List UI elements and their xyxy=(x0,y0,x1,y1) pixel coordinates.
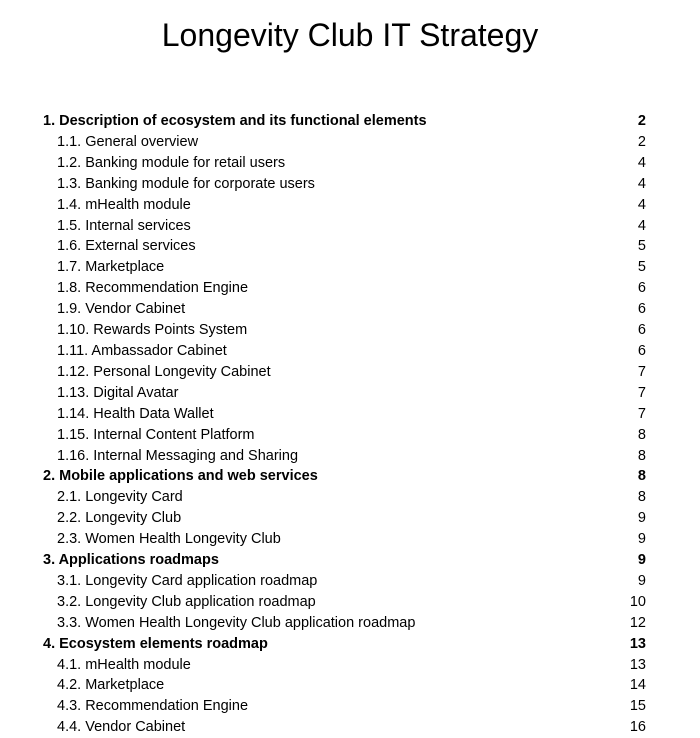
toc-entry-label: 4.2. Marketplace xyxy=(57,677,165,694)
toc-entry-page: 4 xyxy=(637,175,646,192)
toc-entry-label: 1.9. Vendor Cabinet xyxy=(57,301,186,318)
toc-entry-page: 6 xyxy=(637,301,646,318)
toc-entry-page: 6 xyxy=(637,342,646,359)
toc-entry-label: 3.1. Longevity Card application roadmap xyxy=(57,572,318,589)
toc-entry-label: 4. Ecosystem elements roadmap xyxy=(43,635,268,652)
toc-entry-label: 1.7. Marketplace xyxy=(57,259,165,276)
toc-entry-label: 1.15. Internal Content Platform xyxy=(57,426,255,443)
toc-entry-page: 2 xyxy=(637,133,646,150)
toc-entry-label: 2. Mobile applications and web services xyxy=(43,468,318,485)
toc-entry[interactable] xyxy=(43,153,646,174)
toc-entry-page: 8 xyxy=(637,468,646,485)
toc-entry-label: 4.1. mHealth module xyxy=(57,656,191,673)
toc-entry[interactable] xyxy=(43,446,646,467)
toc-entry-label: 1.3. Banking module for corporate users xyxy=(57,175,315,192)
toc-entry-page: 7 xyxy=(637,384,646,401)
toc-entry[interactable] xyxy=(43,132,646,153)
toc-entry-page: 7 xyxy=(637,405,646,422)
toc-entry[interactable] xyxy=(43,508,646,529)
toc-entry-label: 3.3. Women Health Longevity Club application roadmap xyxy=(57,614,416,631)
toc-entry-label: 1.1. General overview xyxy=(57,133,199,150)
toc-entry-page: 9 xyxy=(637,531,646,548)
toc-entry[interactable] xyxy=(43,466,646,487)
toc-entry[interactable] xyxy=(43,111,646,132)
toc-entry-page: 4 xyxy=(637,196,646,213)
toc-entry[interactable] xyxy=(43,320,646,341)
toc-entry-page: 10 xyxy=(629,593,646,610)
toc-entry[interactable] xyxy=(43,341,646,362)
toc-entry[interactable] xyxy=(43,696,646,717)
toc-entry-label: 2.1. Longevity Card xyxy=(57,489,183,506)
toc-entry-page: 8 xyxy=(637,447,646,464)
toc-entry[interactable] xyxy=(43,613,646,634)
toc-entry-label: 3.2. Longevity Club application roadmap xyxy=(57,593,316,610)
toc-entry-page: 16 xyxy=(629,719,646,736)
toc-entry[interactable] xyxy=(43,278,646,299)
toc-entry-page: 6 xyxy=(637,280,646,297)
toc-entry[interactable] xyxy=(43,174,646,195)
toc-entry[interactable] xyxy=(43,655,646,676)
toc-entry[interactable] xyxy=(43,257,646,278)
toc-entry-page: 15 xyxy=(629,698,646,715)
toc-entry-page: 5 xyxy=(637,259,646,276)
toc-entry-page: 13 xyxy=(629,635,646,652)
toc-entry-label: 1.6. External services xyxy=(57,238,196,255)
toc-entry-label: 1.2. Banking module for retail users xyxy=(57,154,286,171)
toc-entry-page: 4 xyxy=(637,217,646,234)
table-of-contents xyxy=(0,111,700,738)
toc-entry-page: 4 xyxy=(637,154,646,171)
toc-entry[interactable] xyxy=(43,717,646,738)
toc-entry-page: 12 xyxy=(629,614,646,631)
toc-entry-page: 9 xyxy=(637,510,646,527)
toc-entry-page: 9 xyxy=(637,552,646,569)
toc-entry[interactable] xyxy=(43,634,646,655)
toc-entry-label: 4.4. Vendor Cabinet xyxy=(57,719,186,736)
toc-entry-label: 1.16. Internal Messaging and Sharing xyxy=(57,447,299,464)
toc-entry-page: 8 xyxy=(637,426,646,443)
toc-entry-label: 4.3. Recommendation Engine xyxy=(57,698,249,715)
document-title: Longevity Club IT Strategy xyxy=(161,17,539,53)
toc-entry-page: 7 xyxy=(637,363,646,380)
toc-entry-label: 1. Description of ecosystem and its functional elements xyxy=(43,113,427,129)
toc-entry[interactable] xyxy=(43,550,646,571)
toc-entry[interactable] xyxy=(43,362,646,383)
toc-entry-page: 13 xyxy=(629,656,646,673)
toc-entry-label: 1.13. Digital Avatar xyxy=(57,384,179,401)
toc-entry-label: 2.2. Longevity Club xyxy=(57,510,182,527)
toc-entry[interactable] xyxy=(43,571,646,592)
toc-entry[interactable] xyxy=(43,195,646,216)
toc-entry-label: 1.12. Personal Longevity Cabinet xyxy=(57,363,271,380)
toc-entry[interactable] xyxy=(43,675,646,696)
toc-entry-page: 14 xyxy=(629,677,646,694)
toc-entry-label: 3. Applications roadmaps xyxy=(43,552,219,569)
toc-entry[interactable] xyxy=(43,425,646,446)
toc-entry[interactable] xyxy=(43,299,646,320)
toc-entry[interactable] xyxy=(43,216,646,237)
toc-entry-page: 6 xyxy=(637,322,646,339)
toc-entry-label: 2.3. Women Health Longevity Club xyxy=(57,531,281,548)
toc-entry[interactable] xyxy=(43,383,646,404)
toc-entry[interactable] xyxy=(43,592,646,613)
toc-entry-page: 5 xyxy=(637,238,646,255)
toc-entry[interactable] xyxy=(43,236,646,257)
toc-entry-label: 1.5. Internal services xyxy=(57,217,191,234)
toc-entry-label: 1.8. Recommendation Engine xyxy=(57,280,249,297)
toc-entry-page: 9 xyxy=(637,572,646,589)
toc-entry[interactable] xyxy=(43,404,646,425)
toc-entry[interactable] xyxy=(43,487,646,508)
toc-entry-label: 1.14. Health Data Wallet xyxy=(57,405,214,422)
toc-entry-page: 8 xyxy=(637,489,646,506)
toc-entry-page: 2 xyxy=(637,113,646,129)
toc-entry-label: 1.10. Rewards Points System xyxy=(57,322,248,339)
toc-entry-label: 1.11. Ambassador Cabinet xyxy=(57,342,227,359)
toc-entry-label: 1.4. mHealth module xyxy=(57,196,191,213)
toc-entry[interactable] xyxy=(43,529,646,550)
